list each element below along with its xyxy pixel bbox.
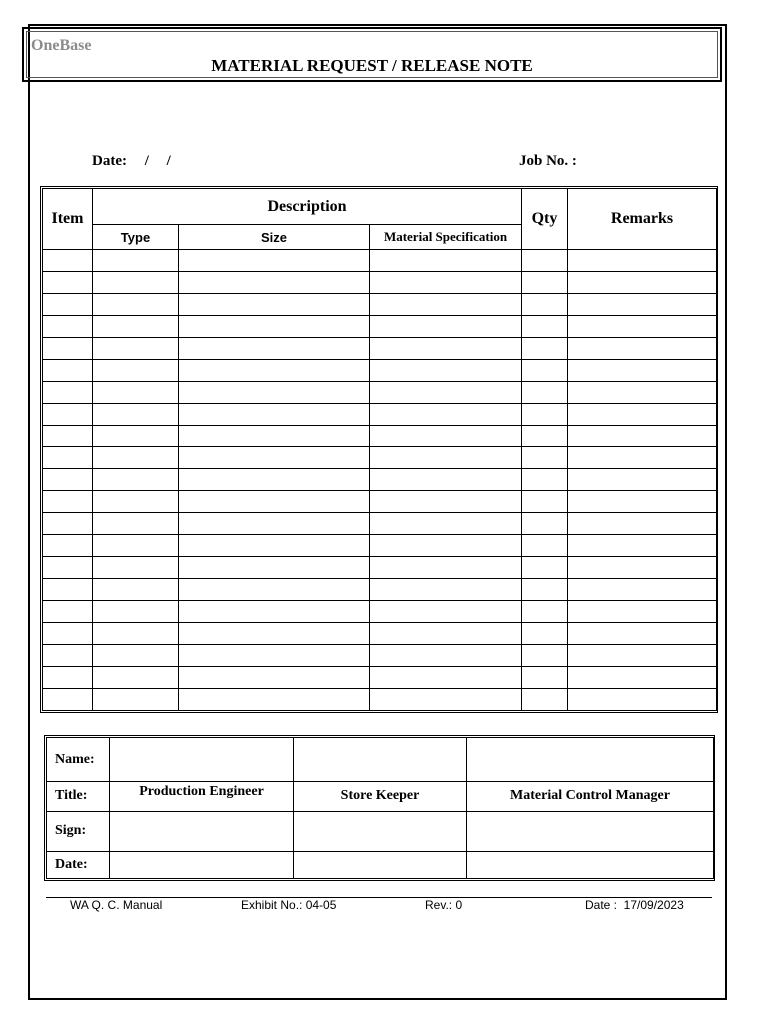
cell-item[interactable] (43, 250, 93, 272)
cell-size[interactable] (179, 271, 370, 293)
cell-spec[interactable] (370, 688, 522, 710)
row-label-date: Date: (47, 851, 110, 878)
cell-item[interactable] (43, 535, 93, 557)
name-cell-store-keeper[interactable] (294, 738, 467, 782)
date-slash-2: / (166, 153, 171, 169)
job-no-label: Job No. : (519, 153, 577, 169)
table-row (43, 381, 717, 403)
cell-size[interactable] (179, 315, 370, 337)
cell-remarks[interactable] (568, 293, 717, 315)
cell-type[interactable] (93, 557, 179, 579)
material-items-table (42, 188, 717, 711)
cell-item[interactable] (43, 337, 93, 359)
footer-manual: WA Q. C. Manual (70, 898, 163, 912)
cell-remarks[interactable] (568, 535, 717, 557)
item-rows (43, 250, 717, 711)
table-row (43, 359, 717, 381)
cell-qty[interactable] (522, 425, 568, 447)
cell-remarks[interactable] (568, 601, 717, 623)
cell-item[interactable] (43, 469, 93, 491)
cell-qty[interactable] (522, 403, 568, 425)
cell-type[interactable] (93, 359, 179, 381)
cell-type[interactable] (93, 469, 179, 491)
cell-spec[interactable] (370, 622, 522, 644)
cell-remarks[interactable] (568, 250, 717, 272)
cell-item[interactable] (43, 579, 93, 601)
cell-qty[interactable] (522, 535, 568, 557)
sign-cell-production-engineer[interactable] (110, 811, 294, 851)
cell-remarks[interactable] (568, 271, 717, 293)
cell-spec[interactable] (370, 381, 522, 403)
cell-size[interactable] (179, 644, 370, 666)
row-label-title: Title: (47, 782, 110, 811)
cell-size[interactable] (179, 337, 370, 359)
table-row (43, 688, 717, 710)
cell-item[interactable] (43, 491, 93, 513)
cell-qty[interactable] (522, 447, 568, 469)
cell-spec[interactable] (370, 469, 522, 491)
cell-item[interactable] (43, 447, 93, 469)
date-field (92, 153, 171, 170)
cell-size[interactable] (179, 688, 370, 710)
cell-spec[interactable] (370, 579, 522, 601)
subheader-type: Type (93, 225, 179, 250)
cell-item[interactable] (43, 293, 93, 315)
cell-type[interactable] (93, 293, 179, 315)
signature-table-frame (44, 735, 715, 881)
cell-qty[interactable] (522, 469, 568, 491)
cell-spec[interactable] (370, 293, 522, 315)
cell-spec[interactable] (370, 337, 522, 359)
subheader-material-specification: Material Specification (370, 225, 522, 250)
date-cell-production-engineer[interactable] (110, 851, 294, 878)
cell-qty[interactable] (522, 579, 568, 601)
cell-item[interactable] (43, 666, 93, 688)
date-slash-1: / (144, 153, 149, 169)
cell-item[interactable] (43, 359, 93, 381)
brand-logo-text: OneBase (31, 37, 92, 54)
table-row (43, 271, 717, 293)
table-row (43, 644, 717, 666)
cell-type[interactable] (93, 403, 179, 425)
cell-spec[interactable] (370, 491, 522, 513)
cell-size[interactable] (179, 491, 370, 513)
cell-spec[interactable] (370, 644, 522, 666)
footer-date: Date : 17/09/2023 (585, 898, 684, 912)
cell-spec[interactable] (370, 557, 522, 579)
cell-qty[interactable] (522, 491, 568, 513)
cell-type[interactable] (93, 381, 179, 403)
cell-qty[interactable] (522, 644, 568, 666)
subheader-size: Size (179, 225, 370, 250)
cell-type[interactable] (93, 491, 179, 513)
table-row (43, 315, 717, 337)
cell-size[interactable] (179, 447, 370, 469)
cell-qty[interactable] (522, 359, 568, 381)
name-cell-production-engineer[interactable] (110, 738, 294, 782)
cell-item[interactable] (43, 622, 93, 644)
cell-remarks[interactable] (568, 666, 717, 688)
cell-remarks[interactable] (568, 403, 717, 425)
cell-remarks[interactable] (568, 557, 717, 579)
cell-remarks[interactable] (568, 579, 717, 601)
material-items-table-frame (40, 186, 718, 713)
cell-spec[interactable] (370, 425, 522, 447)
cell-size[interactable] (179, 250, 370, 272)
cell-size[interactable] (179, 293, 370, 315)
title-store-keeper: Store Keeper (294, 782, 467, 811)
cell-spec[interactable] (370, 315, 522, 337)
table-row (43, 557, 717, 579)
header-item: Item (43, 189, 93, 250)
cell-qty[interactable] (522, 381, 568, 403)
cell-remarks[interactable] (568, 337, 717, 359)
cell-size[interactable] (179, 622, 370, 644)
table-row (43, 513, 717, 535)
header-qty: Qty (522, 189, 568, 250)
cell-spec[interactable] (370, 666, 522, 688)
cell-type[interactable] (93, 622, 179, 644)
cell-size[interactable] (179, 359, 370, 381)
cell-item[interactable] (43, 601, 93, 623)
cell-type[interactable] (93, 666, 179, 688)
cell-qty[interactable] (522, 337, 568, 359)
cell-qty[interactable] (522, 513, 568, 535)
date-cell-material-control-manager[interactable] (467, 851, 714, 878)
cell-size[interactable] (179, 557, 370, 579)
date-cell-store-keeper[interactable] (294, 851, 467, 878)
cell-size[interactable] (179, 535, 370, 557)
cell-remarks[interactable] (568, 469, 717, 491)
cell-type[interactable] (93, 337, 179, 359)
name-cell-material-control-manager[interactable] (467, 738, 714, 782)
cell-size[interactable] (179, 381, 370, 403)
cell-type[interactable] (93, 535, 179, 557)
cell-type[interactable] (93, 271, 179, 293)
cell-size[interactable] (179, 601, 370, 623)
footer-exhibit-number: Exhibit No.: 04-05 (241, 898, 337, 912)
table-row (43, 579, 717, 601)
cell-spec[interactable] (370, 250, 522, 272)
cell-item[interactable] (43, 425, 93, 447)
cell-qty[interactable] (522, 250, 568, 272)
cell-spec[interactable] (370, 601, 522, 623)
cell-size[interactable] (179, 666, 370, 688)
table-row (43, 337, 717, 359)
table-row (43, 293, 717, 315)
cell-remarks[interactable] (568, 644, 717, 666)
table-row (43, 535, 717, 557)
title-production-engineer: Production Engineer (110, 782, 294, 811)
cell-type[interactable] (93, 425, 179, 447)
row-label-name: Name: (47, 738, 110, 782)
cell-qty[interactable] (522, 622, 568, 644)
cell-spec[interactable] (370, 271, 522, 293)
cell-size[interactable] (179, 403, 370, 425)
header-remarks: Remarks (568, 189, 717, 250)
cell-type[interactable] (93, 601, 179, 623)
cell-remarks[interactable] (568, 425, 717, 447)
cell-spec[interactable] (370, 535, 522, 557)
header-description: Description (93, 189, 522, 225)
table-row (43, 250, 717, 272)
cell-qty[interactable] (522, 293, 568, 315)
cell-type[interactable] (93, 447, 179, 469)
row-label-sign: Sign: (47, 811, 110, 851)
cell-type[interactable] (93, 688, 179, 710)
cell-type[interactable] (93, 513, 179, 535)
table-row (43, 425, 717, 447)
cell-type[interactable] (93, 315, 179, 337)
cell-qty[interactable] (522, 315, 568, 337)
date-label: Date: (92, 153, 127, 169)
cell-spec[interactable] (370, 447, 522, 469)
cell-remarks[interactable] (568, 359, 717, 381)
table-row (43, 491, 717, 513)
cell-remarks[interactable] (568, 381, 717, 403)
cell-size[interactable] (179, 579, 370, 601)
cell-item[interactable] (43, 688, 93, 710)
cell-qty[interactable] (522, 688, 568, 710)
cell-qty[interactable] (522, 557, 568, 579)
cell-remarks[interactable] (568, 447, 717, 469)
cell-remarks[interactable] (568, 622, 717, 644)
cell-type[interactable] (93, 644, 179, 666)
cell-item[interactable] (43, 513, 93, 535)
signature-table (46, 737, 714, 879)
cell-spec[interactable] (370, 359, 522, 381)
cell-item[interactable] (43, 403, 93, 425)
cell-spec[interactable] (370, 513, 522, 535)
cell-size[interactable] (179, 425, 370, 447)
table-row (43, 403, 717, 425)
cell-item[interactable] (43, 644, 93, 666)
cell-qty[interactable] (522, 271, 568, 293)
table-row (43, 601, 717, 623)
footer-revision: Rev.: 0 (425, 898, 463, 912)
cell-qty[interactable] (522, 666, 568, 688)
cell-item[interactable] (43, 381, 93, 403)
table-row (43, 469, 717, 491)
cell-item[interactable] (43, 315, 93, 337)
document-title: MATERIAL REQUEST / RELEASE NOTE (211, 56, 533, 75)
cell-qty[interactable] (522, 601, 568, 623)
cell-remarks[interactable] (568, 491, 717, 513)
cell-item[interactable] (43, 271, 93, 293)
cell-remarks[interactable] (568, 315, 717, 337)
cell-remarks[interactable] (568, 513, 717, 535)
table-row (43, 447, 717, 469)
cell-item[interactable] (43, 557, 93, 579)
cell-remarks[interactable] (568, 688, 717, 710)
cell-spec[interactable] (370, 403, 522, 425)
cell-size[interactable] (179, 469, 370, 491)
cell-size[interactable] (179, 513, 370, 535)
sign-cell-store-keeper[interactable] (294, 811, 467, 851)
sign-cell-material-control-manager[interactable] (467, 811, 714, 851)
title-material-control-manager: Material Control Manager (467, 782, 714, 811)
cell-type[interactable] (93, 579, 179, 601)
table-row (43, 622, 717, 644)
cell-type[interactable] (93, 250, 179, 272)
table-row (43, 666, 717, 688)
